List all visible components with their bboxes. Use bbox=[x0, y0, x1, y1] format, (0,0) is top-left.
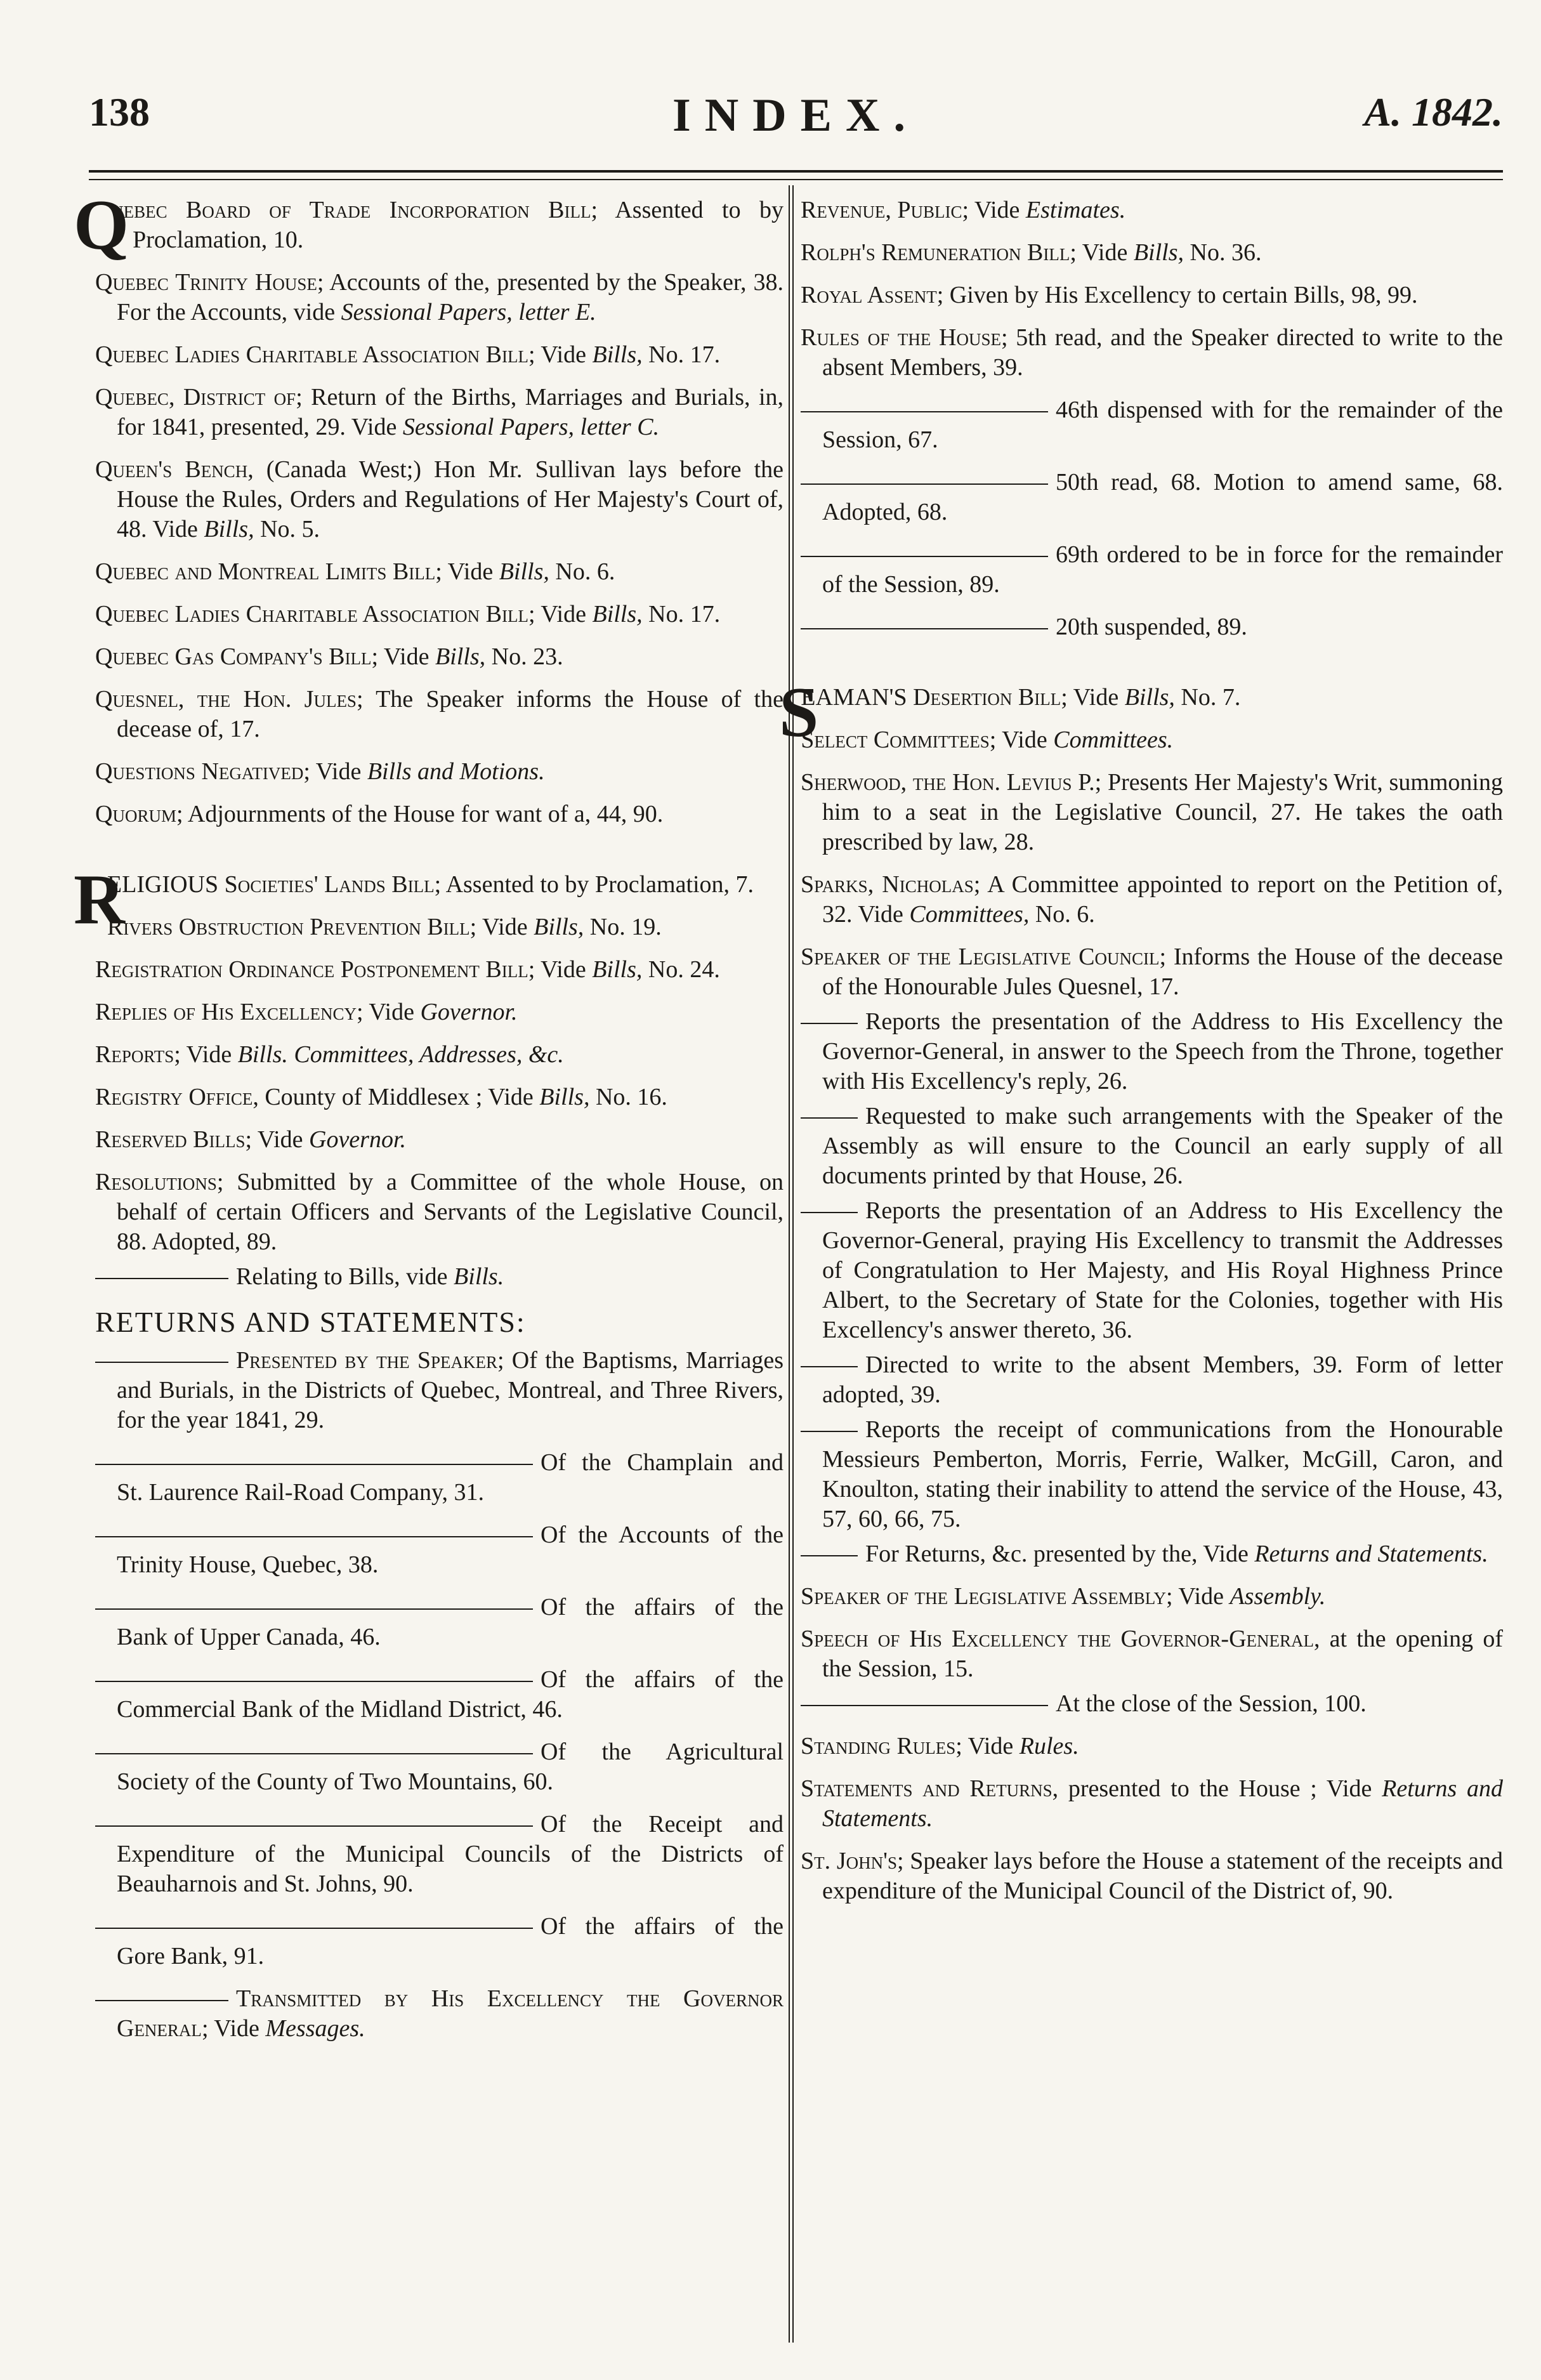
entry-heading: Rolph's Remuneration Bill bbox=[801, 239, 1070, 266]
entry-text: At the close of the Session, 100. bbox=[1056, 1690, 1367, 1717]
entry-text: ; Vide bbox=[528, 601, 586, 628]
entry-text: ; Vide bbox=[469, 914, 528, 940]
header-rule-thin bbox=[89, 179, 1503, 180]
index-entry bbox=[95, 383, 784, 442]
entry-text: ; A Committee appointed to report on the Petition of, 32. Vide bbox=[822, 871, 1503, 928]
entry-text: 20th suspended, 89. bbox=[1056, 614, 1247, 640]
entry-text: Of the affairs of the Gore Bank, 91. bbox=[117, 1913, 784, 1969]
index-subentry bbox=[95, 1912, 784, 1971]
index-entry bbox=[95, 955, 784, 985]
entry-heading: Speech of His Excellency the Governor-General, bbox=[801, 1626, 1320, 1652]
drop-cap: Q bbox=[74, 186, 129, 265]
ditto-rule bbox=[801, 1555, 858, 1556]
entry-text: ; Assented to by Proclamation, 7. bbox=[434, 871, 754, 898]
entry-heading: Registry Office, bbox=[95, 1084, 259, 1110]
entry-heading: Resolutions bbox=[95, 1169, 217, 1195]
entry-reference: Bills, bbox=[592, 341, 643, 368]
entry-text: Of the Receipt and Expenditure of the Municipal Councils of the Districts of Beauharnois and St. Johns, 90. bbox=[117, 1811, 784, 1897]
entry-reference: Messages. bbox=[265, 2015, 365, 2042]
index-entry bbox=[95, 1167, 784, 1257]
entry-text: ; Vide bbox=[1166, 1583, 1224, 1610]
ditto-rule bbox=[801, 1212, 858, 1213]
entry-heading: Quebec Gas Company's Bill bbox=[95, 643, 372, 670]
ditto-rule bbox=[95, 1278, 228, 1279]
entry-reference: Committees, bbox=[909, 901, 1030, 928]
entry-heading: Transmitted by His Excellency the Governor General bbox=[117, 1985, 784, 2042]
ditto-rule bbox=[801, 1366, 858, 1367]
index-entry bbox=[95, 268, 784, 327]
index-entry bbox=[95, 1040, 784, 1070]
index-entry bbox=[801, 195, 1503, 225]
entry-text: ; The Speaker informs the House of the decease of, 17. bbox=[117, 686, 784, 742]
entry-heading: Registration Ordinance Postponement Bill bbox=[95, 956, 528, 983]
index-subentry bbox=[95, 1448, 784, 1508]
index-subentry bbox=[801, 1415, 1503, 1534]
ditto-rule bbox=[801, 628, 1048, 629]
index-subentry bbox=[95, 1520, 784, 1580]
entry-text: ; 5th read, and the Speaker directed to write to the absent Members, 39. bbox=[822, 324, 1503, 381]
entry-tail: No. 17. bbox=[648, 341, 721, 368]
entry-reference: Bills, bbox=[592, 601, 643, 628]
index-entry bbox=[95, 340, 784, 370]
entry-reference: Governor. bbox=[420, 999, 518, 1025]
section-heading: RETURNS AND STATEMENTS: bbox=[95, 1306, 526, 1338]
index-subentry bbox=[801, 1350, 1503, 1410]
ditto-rule bbox=[95, 2000, 228, 2001]
index-subentry bbox=[801, 1007, 1503, 1096]
entry-heading: Societies' Lands Bill bbox=[224, 871, 435, 898]
entry-text: Of the Agricultural Society of the County of Two Mountains, 60. bbox=[117, 1739, 784, 1795]
entry-heading: Speaker of the Legislative Council bbox=[801, 943, 1160, 970]
index-entry bbox=[801, 725, 1503, 755]
entry-text: Of the Accounts of the Trinity House, Quebec, 38. bbox=[117, 1522, 784, 1578]
ditto-rule bbox=[95, 1536, 533, 1537]
entry-heading: Rivers Obstruction Prevention Bill bbox=[107, 914, 470, 940]
entry-reference: Bills. Committees, Addresses, &c. bbox=[237, 1041, 564, 1068]
entry-text: Of the affairs of the Commercial Bank of the Midland District, 46. bbox=[117, 1666, 784, 1723]
ditto-rule bbox=[95, 1753, 533, 1754]
entry-text: Reports the presentation of an Address to His Excellency the Governor-General, praying His Excellency to transmit the Addresses of Congratulation to Her Majesty, and His Royal Highness Prince Albert, to the Secretary of State for the Colonies, together with His Excellency's answer thereto, 36. bbox=[822, 1197, 1503, 1343]
entry-tail: No. 36. bbox=[1190, 239, 1262, 266]
entry-heading: Sherwood, the Hon. Levius P. bbox=[801, 769, 1095, 796]
entry-reference: Rules. bbox=[1019, 1733, 1079, 1759]
index-entry bbox=[95, 455, 784, 544]
entry-text: Relating to Bills, vide bbox=[236, 1263, 448, 1290]
entry-reference: Sessional Papers, letter C. bbox=[402, 414, 660, 440]
entry-text: ; Vide bbox=[528, 956, 586, 983]
page-header bbox=[89, 89, 1503, 152]
entry-text: ; Vide bbox=[1070, 239, 1128, 266]
index-entry bbox=[95, 685, 784, 744]
ditto-rule bbox=[801, 1117, 858, 1119]
entry-reference: Governor. bbox=[309, 1126, 407, 1153]
entry-heading: Quesnel, the Hon. Jules bbox=[95, 686, 357, 713]
entry-reference: Bills, bbox=[534, 914, 584, 940]
entry-reference: Bills, bbox=[1133, 239, 1184, 266]
entry-heading: Select Committees bbox=[801, 726, 990, 753]
entry-text: ; Vide bbox=[528, 341, 586, 368]
index-entry bbox=[801, 280, 1503, 310]
index-entry bbox=[801, 870, 1503, 930]
entry-text: Requested to make such arrangements with the Speaker of the Assembly as will ensure to the Council an early supply of all documents printed by that House, 26. bbox=[822, 1103, 1503, 1189]
entry-text: ; Accounts of the, presented by the Speaker, 38. For the Accounts, vide bbox=[117, 269, 784, 325]
ditto-rule bbox=[95, 1681, 533, 1682]
entry-reference: Returns and Statements. bbox=[1254, 1541, 1488, 1567]
ditto-rule bbox=[95, 1362, 228, 1363]
entry-text: ; Vide bbox=[174, 1041, 232, 1068]
index-entry bbox=[95, 642, 784, 672]
entry-reference: Estimates. bbox=[1025, 197, 1126, 223]
index-entry bbox=[801, 238, 1503, 268]
entry-reference: Bills, bbox=[539, 1084, 590, 1110]
entry-heading: Standing Rules bbox=[801, 1733, 956, 1759]
entry-heading: Questions Negatived bbox=[95, 758, 304, 785]
entry-tail: No. 6. bbox=[1035, 901, 1095, 928]
entry-heading: Quebec and Montreal Limits Bill bbox=[95, 558, 436, 585]
index-entry bbox=[95, 557, 784, 587]
index-subentry bbox=[801, 1196, 1503, 1345]
entry-reference: Bills, bbox=[592, 956, 643, 983]
entry-heading: Speaker of the Legislative Assembly bbox=[801, 1583, 1166, 1610]
ditto-rule bbox=[801, 1431, 858, 1432]
index-entry bbox=[801, 1846, 1503, 1906]
index-subentry bbox=[95, 1593, 784, 1652]
entry-text: ; Vide bbox=[201, 2015, 259, 2042]
entry-text: 69th ordered to be in force for the remainder of the Session, 89. bbox=[822, 541, 1503, 598]
index-subentry bbox=[95, 1737, 784, 1797]
entry-text: ; Vide bbox=[371, 643, 430, 670]
entry-text: Directed to write to the absent Members, 39. Form of letter adopted, 39. bbox=[822, 1351, 1503, 1408]
entry-text: ; Assented to by Proclamation, 10. bbox=[133, 197, 784, 253]
entry-heading: uebec Board of Trade Incorporation Bill bbox=[111, 197, 591, 223]
index-entry bbox=[74, 186, 784, 265]
entry-heading: Rules of the House bbox=[801, 324, 1001, 351]
index-subentry bbox=[801, 1689, 1503, 1719]
entry-text: Reports the presentation of the Address to His Excellency the Governor-General, in answer to the Speech from the Throne, together with His Excellency's reply, 26. bbox=[822, 1008, 1503, 1095]
index-subentry bbox=[801, 1101, 1503, 1191]
index-entry bbox=[95, 1125, 784, 1155]
entry-text: Of the affairs of the Bank of Upper Canada, 46. bbox=[117, 1594, 784, 1650]
entry-heading: Reserved Bills bbox=[95, 1126, 246, 1153]
entry-reference: Bills, bbox=[1124, 684, 1175, 711]
entry-heading: Queen's Bench, bbox=[95, 456, 254, 483]
entry-reference: Returns and Statements. bbox=[822, 1775, 1504, 1832]
index-subentry bbox=[95, 1984, 784, 2044]
entry-tail: No. 23. bbox=[491, 643, 563, 670]
ditto-rule bbox=[801, 1705, 1048, 1706]
entry-tail: No. 24. bbox=[648, 956, 720, 983]
entry-reference: Bills, bbox=[499, 558, 549, 585]
index-subentry bbox=[801, 1539, 1503, 1569]
entry-text: ; Vide bbox=[357, 999, 414, 1025]
entry-heading: Quebec Trinity House bbox=[95, 269, 317, 296]
entry-heading: St. John's bbox=[801, 1848, 897, 1874]
index-subentry bbox=[95, 1665, 784, 1725]
index-entry bbox=[801, 942, 1503, 1002]
entry-text: 50th read, 68. Motion to amend same, 68. Adopted, 68. bbox=[822, 469, 1503, 525]
entry-text: 46th dispensed with for the remainder of the Session, 67. bbox=[822, 397, 1503, 453]
ditto-rule bbox=[95, 1825, 533, 1827]
column-divider bbox=[789, 185, 794, 2343]
entry-heading: Presented by the Speaker bbox=[236, 1347, 497, 1374]
index-entry bbox=[95, 912, 784, 942]
entry-tail: No. 6. bbox=[555, 558, 615, 585]
index-entry bbox=[801, 1582, 1503, 1612]
drop-cap: R bbox=[74, 860, 125, 939]
entry-reference: Assembly. bbox=[1230, 1583, 1326, 1610]
entry-tail: No. 16. bbox=[595, 1084, 667, 1110]
entry-text: ; Of the Baptisms, Marriages and Burials, in the Districts of Quebec, Montreal, and Three Rivers, for the year 1841, 29. bbox=[117, 1347, 784, 1433]
index-entry bbox=[95, 799, 784, 829]
entry-reference: Sessional Papers, letter E. bbox=[341, 299, 596, 325]
index-subentry bbox=[95, 1262, 784, 1292]
index-subentry bbox=[801, 395, 1503, 455]
drop-cap: S bbox=[779, 673, 819, 752]
entry-heading: Quebec, District of bbox=[95, 384, 296, 411]
ditto-rule bbox=[95, 1608, 533, 1610]
entry-reference: Bills, bbox=[204, 516, 254, 542]
entry-tail: No. 19. bbox=[589, 914, 662, 940]
entry-reference: Bills, bbox=[435, 643, 486, 670]
index-entry bbox=[95, 600, 784, 629]
entry-tail: No. 17. bbox=[648, 601, 721, 628]
left-column bbox=[74, 186, 784, 2056]
section-gap bbox=[95, 842, 784, 870]
entry-heading: Desertion Bill bbox=[913, 684, 1061, 711]
page-year: A. 1842. bbox=[1364, 89, 1503, 135]
index-entry bbox=[95, 757, 784, 787]
entry-text: ; Speaker lays before the House a statement of the receipts and expenditure of the Municipal Council of the District of, 90. bbox=[822, 1848, 1503, 1904]
index-subentry bbox=[95, 1810, 784, 1899]
index-subentry bbox=[801, 468, 1503, 527]
index-entry bbox=[801, 1624, 1503, 1684]
entry-text: ; Vide bbox=[989, 726, 1047, 753]
entry-heading: Revenue, Public bbox=[801, 197, 962, 223]
index-subentry bbox=[95, 1346, 784, 1435]
section-gap bbox=[801, 655, 1503, 683]
entry-heading-caps: EAMAN'S bbox=[801, 684, 907, 711]
entry-text: ; Submitted by a Committee of the whole House, on behalf of certain Officers and Servants of the Legislative Council, 88. Adopted, 89. bbox=[117, 1169, 784, 1255]
entry-heading: Sparks, Nicholas bbox=[801, 871, 974, 898]
entry-text: ; Informs the House of the decease of the Honourable Jules Quesnel, 17. bbox=[822, 943, 1503, 1000]
entry-text: ; Vide bbox=[955, 1733, 1014, 1759]
entry-text: presented to the House ; Vide bbox=[1068, 1775, 1372, 1802]
entry-text: ; Vide bbox=[962, 197, 1020, 223]
entry-heading-caps: ELIGIOUS bbox=[107, 871, 219, 898]
page-title: INDEX. bbox=[672, 89, 919, 141]
entry-reference: Bills. bbox=[454, 1263, 504, 1290]
entry-text: ; Return of the Births, Marriages and Burials, in, for 1841, presented, 29. Vide bbox=[117, 384, 784, 440]
index-entry bbox=[801, 1774, 1503, 1834]
entry-text: at the opening of the Session, 15. bbox=[822, 1626, 1503, 1682]
ditto-rule bbox=[801, 1023, 858, 1024]
entry-text: ; Vide bbox=[435, 558, 494, 585]
entry-heading: Statements and Returns, bbox=[801, 1775, 1059, 1802]
entry-heading: Quorum bbox=[95, 801, 176, 827]
ditto-rule bbox=[801, 556, 1048, 557]
index-entry bbox=[95, 1082, 784, 1112]
ditto-rule bbox=[95, 1928, 533, 1929]
entry-heading: Replies of His Excellency bbox=[95, 999, 357, 1025]
entry-text: ; Vide bbox=[303, 758, 362, 785]
entry-text: For Returns, &c. presented by the, Vide bbox=[865, 1541, 1249, 1567]
entry-text: Of the Champlain and St. Laurence Rail-Road Company, 31. bbox=[117, 1449, 784, 1506]
index-entry bbox=[801, 768, 1503, 857]
entry-text: ; Given by His Excellency to certain Bills, 98, 99. bbox=[936, 282, 1418, 308]
entry-tail: No. 7. bbox=[1181, 684, 1241, 711]
entry-reference: Bills and Motions. bbox=[367, 758, 545, 785]
ditto-rule bbox=[95, 1464, 533, 1465]
entry-heading: Quebec Ladies Charitable Association Bill bbox=[95, 601, 529, 628]
entry-reference: Committees. bbox=[1053, 726, 1174, 753]
entry-text: (Canada West;) Hon Mr. Sullivan lays before the House the Rules, Orders and Regulations of Her Majesty's Court of, 48. Vide bbox=[117, 456, 784, 542]
right-column bbox=[779, 195, 1504, 1919]
entry-heading: Reports bbox=[95, 1041, 174, 1068]
entry-tail: No. 5. bbox=[260, 516, 320, 542]
entry-heading: Quebec Ladies Charitable Association Bill bbox=[95, 341, 529, 368]
entry-text: ; Adjournments of the House for want of a, 44, 90. bbox=[176, 801, 664, 827]
ditto-rule bbox=[801, 411, 1048, 412]
entry-text: ; Vide bbox=[1061, 684, 1119, 711]
entry-heading: Royal Assent bbox=[801, 282, 937, 308]
index-subentry bbox=[801, 612, 1503, 642]
header-rule-thick bbox=[89, 170, 1503, 173]
page-number: 138 bbox=[89, 89, 150, 135]
index-entry bbox=[801, 1732, 1503, 1761]
index-entry bbox=[95, 997, 784, 1027]
entry-text: County of Middlesex ; Vide bbox=[265, 1084, 534, 1110]
index-subentry bbox=[801, 540, 1503, 600]
ditto-rule bbox=[801, 483, 1048, 485]
entry-text: Reports the receipt of communications from the Honourable Messieurs Pemberton, Morris, Ferrie, Walker, McGill, Caron, and Knoulton, stating their inability to attend the service of the House, 43, 57, 60, 66, 75. bbox=[822, 1416, 1503, 1532]
entry-text: ; Vide bbox=[245, 1126, 303, 1153]
index-entry bbox=[801, 323, 1503, 383]
entry-text: ; Presents Her Majesty's Writ, summoning him to a seat in the Legislative Council, 27. He takes the oath prescribed by law, 28. bbox=[822, 769, 1503, 855]
